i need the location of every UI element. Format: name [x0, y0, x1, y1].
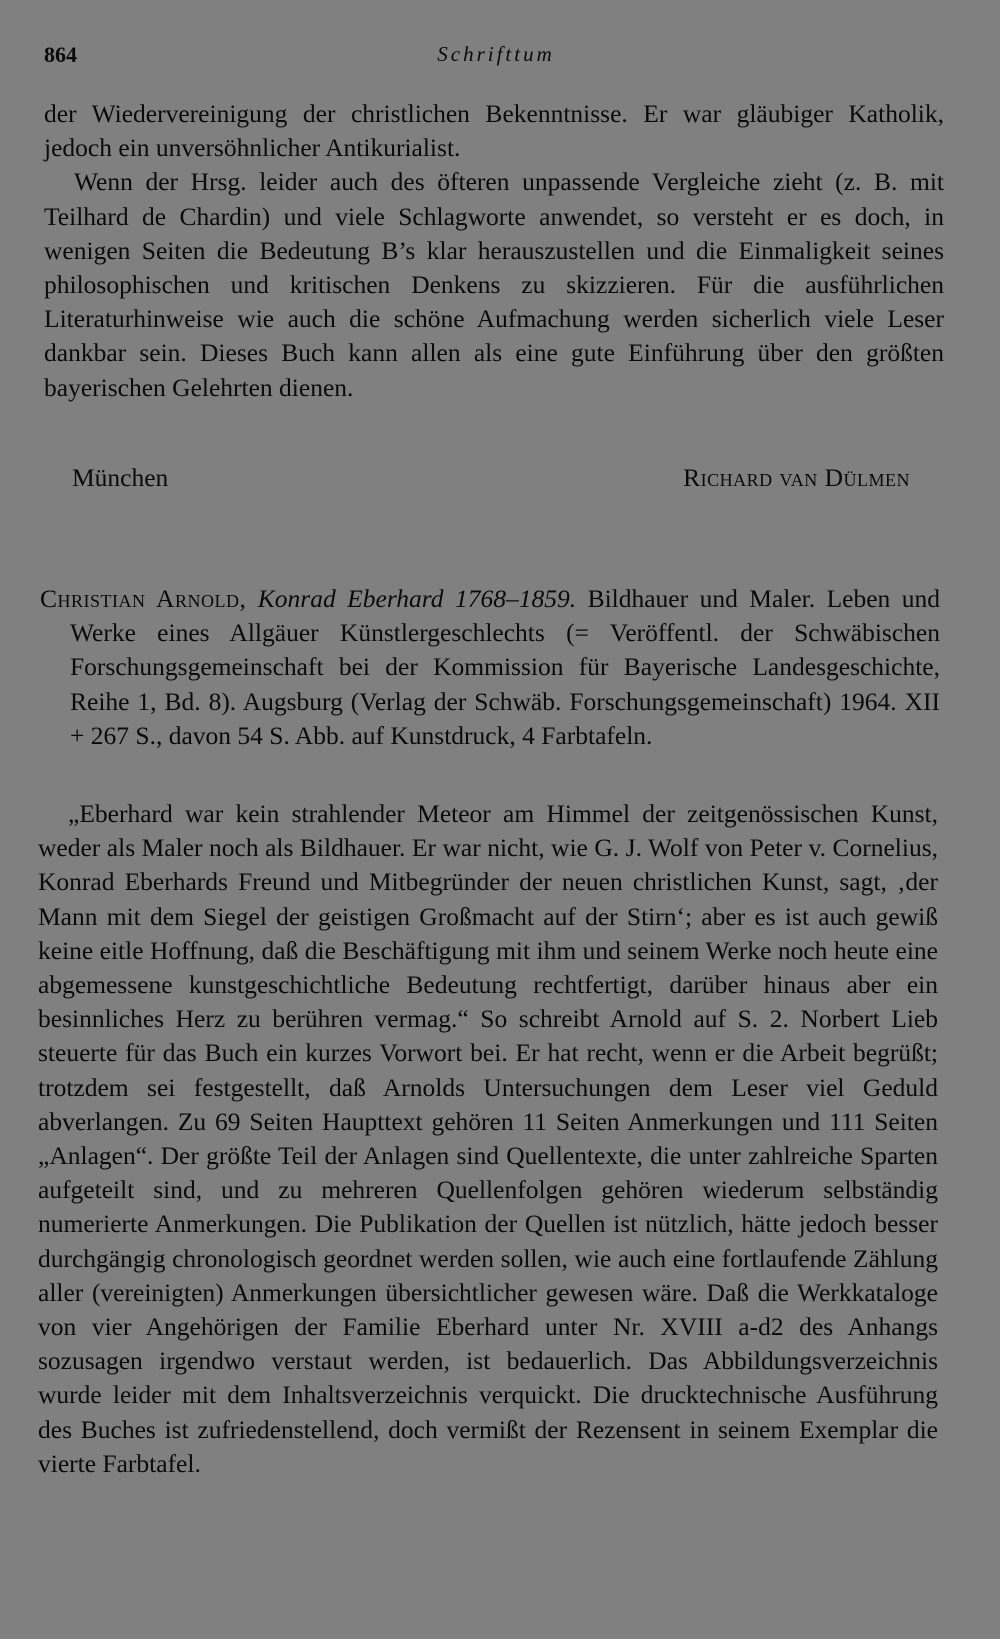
paragraph: Wenn der Hrsg. leider auch des öfteren unpassende Vergleiche zieht (z. B. mit Teilhard de Chardin) und viele Schlagworte anwendet, so versteht er es doch, in wenigen Seiten die Bedeutung B’s klar herauszustellen und die Einmaligkeit seines philosophischen und kritischen Denkens zu skizzieren. Für die ausführlichen Literaturhinweise wie auch die schöne Aufmachung werden sicherlich viele Leser dankbar sein. Dieses Buch kann allen als eine gute Einführung über den größten bayerischen Gelehrten dienen.: [44, 167, 944, 402]
reviewer-name: Richard van Dülmen: [683, 463, 910, 492]
page-header: [44, 42, 948, 72]
bibliographic-entry: [40, 582, 940, 753]
page-number: 864: [44, 42, 77, 67]
running-title: Schrifttum: [437, 42, 555, 66]
paragraph: der Wiedervereinigung der christlichen Bekenntnisse. Er war gläubiger Katholik, jedoch ein unversöhnlicher Antikurialist.: [44, 99, 944, 163]
paragraph: „Eberhard war kein strahlender Meteor am Himmel der zeitgenössischen Kunst, weder als Maler noch als Bildhauer. Er war nicht, wie G. J. Wolf von Peter v. Cornelius, Konrad Eberhards Freund und Mitbegründer der neuen christlichen Kunst, sagt, ‚der Mann mit dem Siegel der geistigen Großmacht auf der Stirn‘; aber es ist auch gewiß keine eitle Hoffnung, daß die Beschäftigung mit ihm und seinem Werke noch heute eine abgemessene kunstgeschichtliche Bedeutung rechtfertigt, darüber hinaus aber ein besinnliches Herz zu berühren vermag.“ So schreibt Arnold auf S. 2. Norbert Lieb steuerte für das Buch ein kurzes Vorwort bei. Er hat recht, wenn er die Arbeit begrüßt; trotzdem sei festgestellt, daß Arnolds Untersuchungen dem Leser viel Geduld abverlangen. Zu 69 Seiten Haupttext gehören 11 Seiten Anmerkungen und 111 Seiten „Anlagen“. Der größte Teil der Anlagen sind Quellentexte, die unter zahlreiche Sparten aufgeteilt sind, und zu mehreren Quellenfolgen gehören wiederum selbständig numerierte Anmerkungen. Die Publikation der Quellen ist nützlich, hätte jedoch besser durchgängig chronologisch geordnet werden sollen, wie auch eine fortlaufende Zählung aller (vereinigten) Anmerkungen übersichtlicher gewesen wäre. Daß die Werkkataloge von vier Angehörigen der Familie Eberhard unter Nr. XVIII a-d2 des Anhangs sozusagen irgendwo verstaut werden, ist bedauerlich. Das Abbildungsverzeichnis wurde leider mit dem Inhaltsverzeichnis verquickt. Die drucktechnische Ausführung des Buches ist zufriedenstellend, doch vermißt der Rezensent in seinem Exemplar die vierte Farbtafel.: [38, 799, 938, 1478]
review-signature: [72, 463, 910, 497]
book-title: Konrad Eberhard 1768–1859.: [257, 584, 577, 613]
review-body: [38, 797, 938, 1481]
book-author: Christian Arnold,: [40, 584, 247, 613]
bibliographic-citation: [40, 582, 940, 753]
signature-place: München: [72, 463, 169, 492]
review-continuation: [44, 97, 944, 405]
book-details: Bildhauer und Maler. Leben und Werke eines Allgäuer Künstlergeschlechts (= Veröffentl. der Schwäbischen Forschungsgemeinschaft bei der Kommission für Bayerische Landesgeschichte, Reihe 1, Bd. 8). Augsburg (Verlag der Schwäb. Forschungsgemeinschaft) 1964. XII + 267 S., davon 54 S. Abb. auf Kunstdruck, 4 Farbtafeln.: [70, 584, 940, 750]
